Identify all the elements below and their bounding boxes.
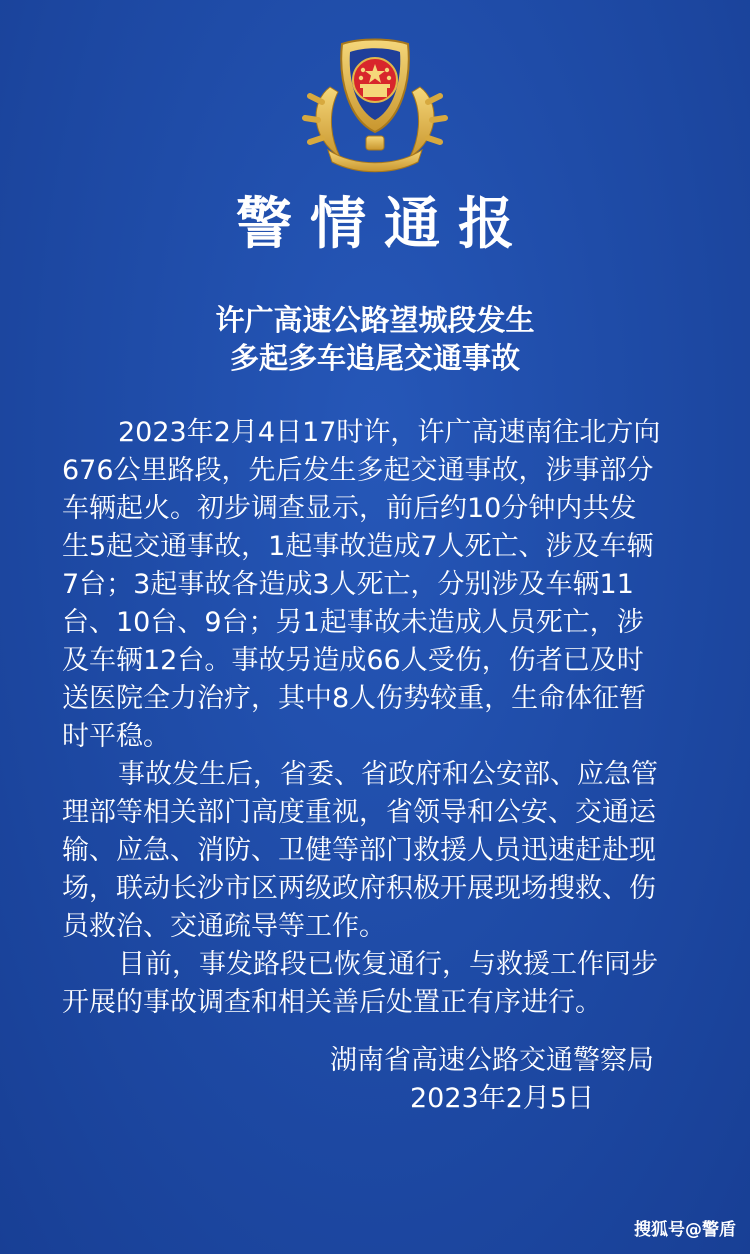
body-line: 及车辆12台。事故另造成66人受伤，伤者已及时 — [62, 645, 644, 676]
body-line: 生5起交通事故，1起事故造成7人死亡、涉及车辆 — [62, 531, 654, 562]
page-title: 警情通报 — [236, 192, 532, 257]
body-line: 676公里路段，先后发生多起交通事故，涉事部分 — [62, 455, 654, 486]
body-line: 场，联动长沙市区两级政府积极开展现场搜救、伤 — [62, 873, 656, 904]
signature-date: 2023年2月5日 — [410, 1083, 595, 1114]
body-line: 事故发生后，省委、省政府和公安部、应急管 — [118, 759, 658, 790]
body-line: 输、应急、消防、卫健等部门救援人员迅速赶赴现 — [62, 835, 656, 866]
signature-org: 湖南省高速公路交通警察局 — [330, 1045, 654, 1076]
body-line: 车辆起火。初步调查显示，前后约10分钟内共发 — [62, 493, 637, 524]
body-line: 开展的事故调查和相关善后处置正有序进行。 — [62, 987, 602, 1018]
watermark: 搜狐号@警盾 — [634, 1220, 736, 1240]
police-emblem-icon — [300, 32, 450, 177]
body-line: 目前，事发路段已恢复通行，与救援工作同步 — [118, 949, 658, 980]
body-line: 2023年2月4日17时许，许广高速南往北方向 — [118, 417, 661, 448]
body-line: 7台；3起事故各造成3人死亡，分别涉及车辆11 — [62, 569, 634, 600]
subtitle-line-1: 许广高速公路望城段发生 — [215, 303, 535, 337]
body-line: 送医院全力治疗，其中8人伤势较重，生命体征暂 — [62, 683, 647, 714]
body-line: 理部等相关部门高度重视，省领导和公安、交通运 — [62, 797, 656, 828]
body-line: 员救治、交通疏导等工作。 — [62, 911, 386, 942]
body-line: 时平稳。 — [62, 721, 170, 752]
body-line: 台、10台、9台；另1起事故未造成人员死亡，涉 — [62, 607, 644, 638]
subtitle-line-2: 多起多车追尾交通事故 — [229, 341, 520, 375]
